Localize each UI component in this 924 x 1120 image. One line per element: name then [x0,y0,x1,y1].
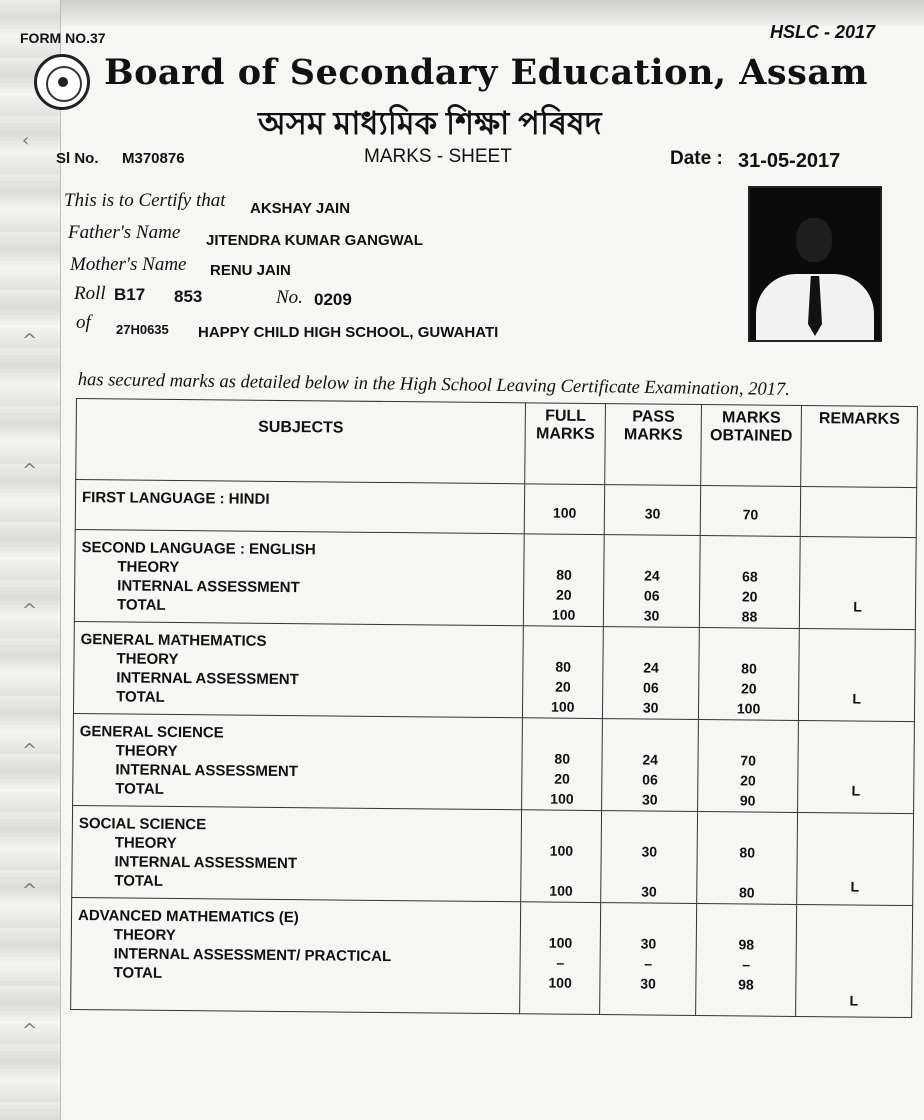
form-number: FORM NO.37 [20,30,106,46]
full-marks-value: 20 [555,678,571,695]
border-chevron-icon: ^ [22,330,38,351]
subject-component: TOTAL [116,688,165,706]
subject-component: THEORY [116,650,179,668]
subject-name: ADVANCED MATHEMATICS (E) [77,907,299,927]
statement-text: has secured marks as detailed below in the High School Leaving Certificate Examination, 2017. [77,370,790,400]
subject-cell [72,805,522,901]
pass-marks-value: 06 [642,771,658,788]
full-marks-value: 100 [549,842,574,859]
full-marks-value: 100 [548,934,573,951]
pass-marks-value: 24 [644,567,660,584]
full-marks-value: 100 [552,504,577,521]
subject-name: GENERAL SCIENCE [79,723,224,742]
pass-marks-cell [602,719,699,812]
full-marks-value: – [556,954,565,971]
obtained-marks-value: 80 [738,884,755,901]
sl-no-value: M370876 [122,150,185,167]
pass-marks-value: – [644,955,653,972]
remark-value: L [852,690,862,707]
pass-marks-cell [600,903,697,1016]
board-name-english: Board of Secondary Education, Assam [104,52,869,93]
obtained-marks-value: 68 [742,568,758,585]
subject-cell [71,897,521,1013]
obtained-marks-value: 70 [740,752,756,769]
obtained-marks-value: 20 [740,772,756,789]
subject-component: TOTAL [116,596,166,614]
mother-name: RENU JAIN [210,262,291,279]
table-row [71,897,913,1017]
full-marks-cell [523,626,604,719]
full-marks-value: 80 [554,750,571,767]
table-row [74,529,916,629]
remarks-cell [797,812,914,905]
decorative-border [0,0,61,1120]
obtained-marks-cell [697,811,798,904]
subject-cell [75,480,525,534]
full-marks-value: 100 [548,974,572,991]
subject-component: INTERNAL ASSESSMENT [115,761,299,781]
obtained-marks-value: 98 [738,976,754,993]
full-marks-value: 100 [550,790,574,807]
pass-marks-value: 30 [643,607,660,624]
remark-value: L [851,782,861,799]
header-remarks: REMARKS [801,405,918,487]
obtained-marks-cell [699,535,800,628]
pass-marks-value: 06 [643,587,660,604]
border-chevron-icon: ‹ [22,130,30,151]
obtained-marks-cell [700,486,800,537]
obtained-marks-value: 70 [742,506,759,523]
full-marks-value: 20 [555,586,572,603]
obtained-marks-value: 20 [741,588,758,605]
obtained-marks-value: 100 [736,700,761,717]
pass-marks-value [603,861,696,882]
obtained-marks-value: 88 [741,608,758,625]
school-name: HAPPY CHILD HIGH SCHOOL, GUWAHATI [198,324,499,341]
roll-number: 853 [174,287,203,306]
remarks-cell [798,720,915,813]
pass-marks-value: 06 [643,679,659,696]
subject-component: TOTAL [114,872,164,890]
pass-marks-value: 24 [642,751,659,768]
sheet-title: MARKS - SHEET [364,146,512,167]
student-photo [748,186,882,342]
obtained-marks-value: 90 [739,792,756,809]
obtained-marks-value: – [742,956,751,973]
full-marks-cell [520,902,601,1015]
pass-marks-value: 30 [641,843,658,860]
subject-component: TOTAL [113,964,163,982]
table-row [75,480,916,538]
obtained-marks-value: 80 [741,660,757,677]
date-label: Date : [670,148,723,169]
no-value: 0209 [314,290,352,309]
full-marks-value: 100 [551,698,575,715]
subject-name: SOCIAL SCIENCE [78,815,207,834]
marks-table [70,398,918,1018]
sl-no-label: Sl No. [56,150,99,167]
full-marks-value: 100 [551,606,576,623]
full-marks-value: 80 [556,566,572,583]
pass-marks-value: 30 [641,883,657,900]
certify-label: This is to Certify that [64,190,226,211]
obtained-marks-cell [696,903,797,1016]
header-full-marks: FULL MARKS [525,403,606,485]
subject-name: FIRST LANGUAGE : HINDI [81,489,270,508]
mother-label: Mother's Name [70,254,187,275]
remark-value [802,488,915,513]
table-row [72,805,914,905]
border-chevron-icon: ^ [22,600,38,621]
table-row [73,713,915,813]
remark-value: L [850,878,860,895]
subject-component: THEORY [113,926,176,944]
subject-component: THEORY [114,834,177,852]
obtained-marks-value: 80 [739,844,756,861]
subject-cell [74,529,524,625]
pass-marks-cell [604,485,700,536]
pass-marks-value: 30 [644,505,661,522]
border-chevron-icon: ^ [22,740,38,761]
border-chevron-icon: ^ [22,460,38,481]
pass-marks-value: 30 [641,791,658,808]
header-pass-marks: PASS MARKS [605,404,702,486]
subject-component: INTERNAL ASSESSMENT [116,669,299,689]
remarks-cell [798,628,915,721]
subject-cell [73,713,523,809]
pass-marks-cell [603,627,700,720]
pass-marks-value: 30 [640,935,657,952]
student-name: AKSHAY JAIN [250,200,351,217]
border-chevron-icon: ^ [22,1020,38,1041]
subject-component: INTERNAL ASSESSMENT [114,853,298,873]
obtained-marks-value: 20 [740,680,757,697]
full-marks-cell [522,718,603,811]
remark-value: L [853,598,862,615]
pass-marks-value: 30 [640,975,656,992]
full-marks-cell [521,810,602,903]
obtained-marks-cell [699,627,800,720]
subject-component: INTERNAL ASSESSMENT/ PRACTICAL [113,945,392,966]
obtained-marks-value [698,862,795,883]
father-label: Father's Name [68,222,181,243]
full-marks-cell [524,484,604,535]
full-marks-cell [524,534,605,627]
pass-marks-cell [601,811,698,904]
marks-table-body [71,480,917,1018]
subject-cell [73,621,523,717]
remarks-cell [799,536,916,629]
school-code: 27H0635 [116,322,169,337]
subject-component: THEORY [115,742,178,760]
subject-component: TOTAL [115,780,164,798]
board-seal-icon [34,54,90,110]
header-marks-obtained: MARKS OBTAINED [701,405,802,487]
board-name-assamese: অসম মাধ্যমিক শিক্ষা পৰিষদ [258,105,602,141]
pass-marks-value: 30 [642,699,659,716]
header-subjects: SUBJECTS [76,399,526,484]
subject-name: SECOND LANGUAGE : ENGLISH [81,539,316,559]
no-label: No. [276,287,303,308]
table-row [73,621,915,721]
father-name: JITENDRA KUMAR GANGWAL [206,232,423,249]
of-label: of [76,312,91,333]
obtained-marks-value: 98 [738,936,755,953]
border-chevron-icon: ^ [22,880,38,901]
table-header-row [76,399,918,488]
full-marks-value: 80 [555,658,572,675]
roll-code: B17 [114,285,146,304]
pass-marks-value: 24 [643,659,659,676]
full-marks-value: 20 [554,770,570,787]
subject-component: THEORY [117,558,180,576]
date-value: 31-05-2017 [738,150,841,172]
roll-label: Roll [74,283,106,304]
subject-component: INTERNAL ASSESSMENT [117,577,300,597]
full-marks-value [523,860,600,881]
subject-name: GENERAL MATHEMATICS [80,631,267,650]
remark-value: L [849,992,859,1009]
exam-tag: HSLC - 2017 [770,22,876,42]
remarks-cell [796,904,913,1017]
pass-marks-cell [604,535,701,628]
obtained-marks-cell [698,719,799,812]
remarks-cell [800,486,916,537]
full-marks-value: 100 [549,882,573,899]
